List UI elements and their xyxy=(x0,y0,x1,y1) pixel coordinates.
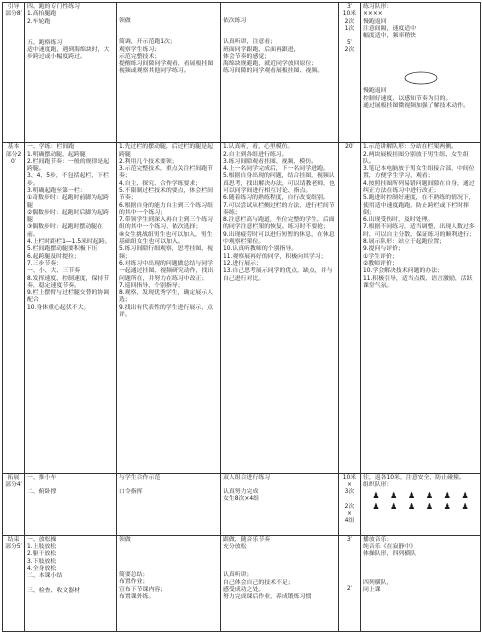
student-line: 依次练习 xyxy=(223,18,247,24)
student-line: 跟做，随音乐节奏 xyxy=(223,536,271,543)
org-line: 慢跑返回 xyxy=(363,88,387,95)
org-line: 播放音乐： xyxy=(363,536,393,543)
content-line: 3.明确起跑至第一栏： xyxy=(27,188,86,194)
org-line xyxy=(363,573,478,580)
org-line xyxy=(363,559,478,566)
time-line xyxy=(341,497,358,504)
content-line: 二、俯卧撑 xyxy=(27,489,57,496)
section-student-cell xyxy=(221,143,339,474)
content-line: 8.发挥速度、控制速度，保持节奏，稳定速度节奏。 xyxy=(27,275,110,289)
time-line: 20′ xyxy=(345,144,354,151)
content-line: 7.三步节奏： xyxy=(27,260,63,267)
org-line: 7.根据不同练习，适当调整，出现人数过多时，可以自主分散，保证练习的顺利进行； xyxy=(363,224,475,238)
student-line: 认真听讲； xyxy=(223,572,253,579)
time-line: × xyxy=(347,510,352,517)
org-line: 9.提问与评价； xyxy=(363,246,404,253)
content-line: 一、小、大、三节奏 xyxy=(27,268,81,275)
student-line: 充分放松 xyxy=(223,544,247,551)
teacher-line: 口令指挥 xyxy=(119,489,143,496)
org-line xyxy=(363,40,478,47)
org-line: 5.跑进时控制好速度，在不熟练的情况下，使用适中速度跑跑，防止跨栏或下栏时摔倒； xyxy=(363,195,475,216)
content-line: 5.栏间跑摆动腿要积极下压 xyxy=(27,246,98,253)
section-student-cell xyxy=(221,535,339,631)
student-line: 双人组合进行练习 xyxy=(223,474,271,481)
teacher-line: 5.不限制过栏技术的要点，体会栏间节奏； xyxy=(119,188,213,202)
circle-loop-icon xyxy=(401,70,441,86)
content-line: 2.栏间跑节奏：一般的规律是起跨腿。 xyxy=(27,158,110,173)
time-line: 2′ xyxy=(346,586,353,593)
student-line: 2.自主到各组进行练习。 xyxy=(223,151,288,158)
time-line xyxy=(341,579,358,586)
person-figure-icon: ♟ xyxy=(443,502,451,512)
section-student-cell xyxy=(221,473,339,535)
time-line: × xyxy=(347,482,352,489)
content-line: 4.上栏时距栏1—1.5米时起跨。 xyxy=(27,239,111,246)
person-figure-icon: ♟ xyxy=(390,491,398,501)
time-line: 3′ xyxy=(346,4,353,10)
content-line: 4.全身放松 xyxy=(27,566,57,573)
student-line: 女生8次×4组 xyxy=(223,496,259,503)
student-line: 体会节奏的感觉； xyxy=(223,53,271,60)
org-line xyxy=(363,54,478,61)
time-line: 4组 xyxy=(344,518,355,525)
section-time-cell xyxy=(339,473,361,535)
org-line: 幅度适中，频率稍快 xyxy=(363,33,417,40)
teacher-line: 简调，开示范跑1次； xyxy=(119,39,176,46)
student-line xyxy=(223,4,336,11)
section-content-cell xyxy=(25,473,117,535)
time-line: 3′ xyxy=(346,536,353,543)
student-line: 努力完成课后作业，养成锻炼习惯 xyxy=(223,594,312,601)
content-line: 2.车轮跑 xyxy=(27,18,51,25)
content-line: ③偶数步时：起跑时摆动腿在前。 xyxy=(27,224,103,238)
time-line xyxy=(341,558,358,565)
student-line xyxy=(223,551,336,558)
content-line: 9.栏上摆臂与过栏腿交替的协调配合 xyxy=(27,290,110,304)
time-line: 2次 xyxy=(344,47,355,54)
org-line: 10.学会解决技术问题的办法； xyxy=(363,268,444,275)
content-line: 3.下肢放松 xyxy=(27,558,57,565)
org-line: 4.按照挂图所列易错问题间隙在自身，通过纠正方法在练习中进行改正； xyxy=(363,180,475,194)
org-line: 2.两块展板挂图分别放于男生组、女生组队。 xyxy=(363,151,469,165)
section-label: 结束部分5′ xyxy=(3,535,25,631)
lesson-plan-table xyxy=(2,2,481,632)
content-line: 10.身体重心起伏不大。 xyxy=(27,304,90,311)
student-line: 3.练习间隙观看挂图、视频，模仿。 xyxy=(223,158,317,165)
teacher-line: 与学生合作示范 xyxy=(119,474,161,481)
section-teacher-cell xyxy=(117,143,221,474)
teacher-line xyxy=(119,4,218,11)
section-teacher-cell xyxy=(117,473,221,535)
person-row xyxy=(367,502,474,511)
lesson-plan-page xyxy=(2,2,480,632)
section-time-cell xyxy=(339,3,361,143)
teacher-line: 领做 xyxy=(119,536,131,543)
org-line: 组织队形： xyxy=(363,482,393,489)
content-line xyxy=(27,482,114,489)
person-figure-icon: ♟ xyxy=(443,491,451,501)
org-line: 纯音乐《在寂静中》 xyxy=(363,544,417,551)
student-line: 认真听讲，注意看； xyxy=(223,39,277,46)
org-line: 体操队形，四列横队 xyxy=(363,551,417,558)
content-line: 三、检查、收文器材 xyxy=(27,587,81,594)
section-content-cell xyxy=(25,535,117,631)
person-figure-icon: ♟ xyxy=(407,502,416,512)
time-line xyxy=(341,544,358,551)
org-line: 1.示范讲解队形：分站在栏架两侧。 xyxy=(363,144,457,151)
teacher-line: 5.练习间隙行细观察，思考挂图、视频； xyxy=(119,246,213,260)
person-figure-icon: ♟ xyxy=(461,491,469,501)
teacher-line: 1.先过栏的摆动腿，后过栏的腿是起跨腿 xyxy=(119,144,213,158)
org-line: 控制好速度，以感知节奏为目的。 xyxy=(363,95,452,102)
org-line: 11.积极引导，适当点拨，语言激励，活跃课堂气氛。 xyxy=(363,275,473,289)
org-line: 往，返各10米，注意安全，防止碰撞。 xyxy=(363,474,465,481)
teacher-line: 宣布下节课内容； xyxy=(119,586,167,593)
person-figure-icon: ♟ xyxy=(425,502,433,512)
student-line: 班面同学跟跑，后面再跟进， xyxy=(223,46,300,53)
student-line: 7.可以尝试从栏侧过栏的方法，进行栏间节奏练； xyxy=(223,202,335,216)
student-line: 6.随着练习的熟练程度，自行改变组别。 xyxy=(223,195,329,202)
student-line: 9.出现疲劳时可以进行短暂的休息，在休息中观察栏架位。 xyxy=(223,231,335,246)
section-org-cell xyxy=(361,3,481,143)
content-line: 1.高抬腿跑 xyxy=(27,11,57,18)
time-line: 2次 xyxy=(344,503,355,510)
student-line: 感受成功之处。 xyxy=(223,587,265,594)
teacher-line: 3.示范完整技术，重点关注栏间跑节奏； xyxy=(119,166,213,180)
time-line: 3次 xyxy=(344,489,355,496)
teacher-line xyxy=(119,11,218,18)
teacher-line xyxy=(119,551,218,558)
content-line: 二、本课小结 xyxy=(27,573,63,580)
teacher-line: 提醒练习间隙同学观看，看展板挂图视频或观察其他同学练习。 xyxy=(119,61,214,75)
student-line: 11.观察展再好的同学，积极向其学习； xyxy=(223,253,327,260)
time-line: 2次 xyxy=(344,18,355,25)
org-line: ②教师评价； xyxy=(363,260,398,267)
person-figure-icon: ♟ xyxy=(461,502,469,512)
student-line: 10.认真听教师的个别指导。 xyxy=(223,246,298,253)
teacher-line xyxy=(119,482,218,489)
student-line: 海绵块规避跑，就近同学放回原位； xyxy=(223,61,318,68)
content-line: 1.明确摆动腿，起跨腿 xyxy=(27,151,86,158)
content-line: 6.起跨腿及时提拉； xyxy=(27,253,80,260)
teacher-line xyxy=(119,25,218,32)
teacher-line xyxy=(119,544,218,551)
content-line: ①奇数步时：起跑时前脚为起跨腿 xyxy=(27,195,109,209)
section-label: 拓展部分4′ xyxy=(3,473,25,535)
time-line xyxy=(341,551,358,558)
time-line xyxy=(341,572,358,579)
student-line: 1.认真听，看，心里模仿。 xyxy=(223,144,294,151)
org-line: 练习队形： xyxy=(363,4,393,10)
teacher-line: 7.巡回指导，个别指导； xyxy=(119,282,184,289)
teacher-line xyxy=(119,558,218,565)
section-org-cell xyxy=(361,535,481,631)
teacher-line: 6.根据自身的能力自主到三个练习组的其中一个练习； xyxy=(119,202,213,216)
section-row xyxy=(3,3,481,143)
section-org-cell xyxy=(361,143,481,474)
time-line xyxy=(341,33,358,40)
teacher-line: 简要总结； xyxy=(119,572,149,579)
content-line: 一、推小车 xyxy=(27,474,57,481)
time-line: 10米 xyxy=(342,474,357,481)
time-line: 1次 xyxy=(344,25,355,32)
org-line: ①学生评价； xyxy=(363,253,398,260)
section-row xyxy=(3,473,481,535)
student-line: 13.自己思考展示同学的优点，缺点，并与自己进行对比。 xyxy=(223,268,333,282)
org-line: 慢跑返回 xyxy=(363,18,387,25)
section-teacher-cell xyxy=(117,535,221,631)
section-label: 基本部分20′ xyxy=(3,143,25,474)
section-label: 引导部分8′ xyxy=(3,3,25,143)
teacher-line: 布置作业； xyxy=(119,579,149,586)
student-line: 8.注意栏高与跑道，坐位完整的学生，后面的同学注意栏架的恢复。练习时不要抢； xyxy=(223,217,335,231)
person-figure-icon: ♟ xyxy=(425,491,433,501)
lesson-plan-body xyxy=(3,3,481,632)
org-line: 6.出现受伤时，及时处理。 xyxy=(363,217,434,224)
student-line xyxy=(223,11,336,18)
org-line xyxy=(363,61,478,68)
teacher-line: 7.带领学生到深入再自主到三个练习组的其中一个练习，依次选择； xyxy=(119,217,213,231)
content-line: ②偶数步时：起跑时后脚为起跨腿 xyxy=(27,209,109,224)
teacher-line: 示范完整技术； xyxy=(119,53,161,60)
teacher-line: 领做 xyxy=(119,18,131,24)
content-line: 1.上肢放松 xyxy=(27,544,57,551)
org-line: 8.展示队形：站立于起跑位置； xyxy=(363,239,446,246)
time-line: 5′ xyxy=(346,40,353,47)
content-line xyxy=(27,26,114,33)
student-line: 12.进行展示； xyxy=(223,260,262,267)
content-line: 适中速度跑，遇到海绵块时，大步跨过或小幅度跨过。 xyxy=(27,47,110,61)
org-line xyxy=(363,566,478,573)
time-line xyxy=(341,565,358,572)
org-line: 注意间隔，速度适中 xyxy=(363,25,417,32)
teacher-line: 8.观察，发现优秀学生，确定展示人选； xyxy=(119,290,213,304)
section-row xyxy=(3,535,481,631)
content-line: 五、跑格练习 xyxy=(27,39,63,46)
student-line: 4.上一名同学完成后，下一名同学进跑。 xyxy=(223,166,329,173)
student-line: 练习间隙的同学观看展板挂图、视频。 xyxy=(223,68,324,75)
content-line: 四、跑的专门性练习 xyxy=(27,4,81,10)
teacher-line: 观察学生练习； xyxy=(119,46,161,53)
student-line: 认真努力完成 xyxy=(223,489,259,496)
section-teacher-cell xyxy=(117,3,221,143)
person-figure-icon: ♟ xyxy=(372,491,380,501)
org-line xyxy=(363,47,478,54)
content-line: 2.躯干放松 xyxy=(27,551,57,558)
content-line: 一、放松操 xyxy=(27,536,57,543)
teacher-line: 4.自主、探究、合作学练要求； xyxy=(119,180,202,187)
teacher-line: 布置课外练。 xyxy=(119,594,155,601)
student-line xyxy=(223,25,336,32)
org-line: 3.笔记本电脑放于男女生组接合部，中间位置，方便学生学习，观看； xyxy=(363,166,475,180)
student-line xyxy=(223,482,336,489)
org-line: 同上课 xyxy=(363,587,381,594)
teacher-line: 6.对练习中出现的问题做总结与同学一起通过挂图、视频研究动作，找出问题所在，并努力在练习中改正； xyxy=(119,260,214,282)
org-line: ×××× xyxy=(363,11,383,18)
section-time-cell xyxy=(339,143,361,474)
time-line: 10米 xyxy=(342,11,357,18)
person-figure-icon: ♟ xyxy=(390,502,398,512)
section-student-cell xyxy=(221,3,339,143)
content-line xyxy=(27,33,114,40)
content-line: 一、学练：栏间跑 xyxy=(27,144,75,151)
student-line: 5.根据自身出现的问题，结合挂图，视频认真思考，找出解决办法，可以请教老师，也可以同学间进行相互讨论、指点。 xyxy=(223,173,335,194)
student-line xyxy=(223,558,336,565)
teacher-line: 2.利用几个技术要领； xyxy=(119,158,178,165)
org-line: 通过展板挂图微视频加强了解技术动作。 xyxy=(363,103,470,110)
teacher-line: ⑧女生挑战组男生也可以加入，男生基础组女生也可以加入。 xyxy=(119,231,213,246)
content-line xyxy=(27,581,114,588)
teacher-line: 9.找出有代表性的学生进行展示，点评。 xyxy=(119,304,213,319)
section-content-cell xyxy=(25,3,117,143)
section-time-cell xyxy=(339,535,361,631)
person-figure-icon: ♟ xyxy=(407,491,416,501)
section-content-cell xyxy=(25,143,117,474)
student-line: 自己体会自己的技术不足； xyxy=(223,579,294,586)
org-line: 四列横队， xyxy=(363,579,393,586)
section-row xyxy=(3,143,481,474)
person-figure-icon: ♟ xyxy=(372,502,380,512)
section-org-cell xyxy=(361,473,481,535)
person-row xyxy=(367,491,474,500)
content-line: 3、4、5步，不包括起栏、下栏步。 xyxy=(27,173,109,187)
